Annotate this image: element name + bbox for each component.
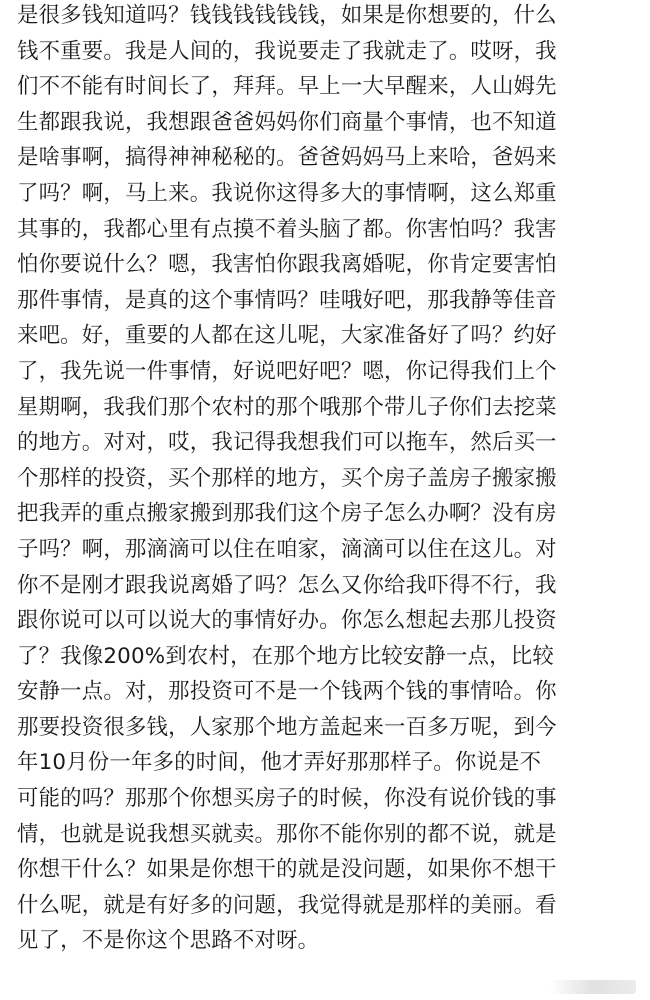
text-line-10: 来吧。好，重要的人都在这儿呢，大家准备好了吗？约好 (17, 323, 557, 349)
text-line-21: 那要投资很多钱，人家那个地方盖起来一百多万呢，到今 (17, 714, 557, 740)
text-line-13: 的地方。对对，哎，我记得我想我们可以拖车，然后买一 (17, 430, 557, 456)
text-line-11: 了，我先说一件事情，好说吧好吧？嗯，你记得我们上个 (17, 358, 557, 384)
text-line-17: 你不是刚才跟我说离婚了吗？怎么又你给我吓得不行，我 (17, 572, 557, 598)
text-line-14: 个那样的投资，买个那样的地方，买个房子盖房子搬家搬 (17, 465, 557, 491)
text-line-16: 子吗？啊，那滴滴可以住在咱家，滴滴可以住在这儿。对 (17, 536, 557, 562)
text-line-2: 钱不重要。我是人间的，我说要走了我就走了。哎呀，我 (17, 38, 557, 64)
text-line-15: 把我弄的重点搬家搬到那我们这个房子怎么办啊？没有房 (17, 501, 557, 527)
text-line-3: 们不不能有时间长了，拜拜。早上一大早醒来，人山姆先 (17, 74, 557, 100)
text-line-7: 其事的，我都心里有点摸不着头脑了都。你害怕吗？我害 (17, 216, 557, 242)
text-line-18: 跟你说可以可以说大的事情好办。你怎么想起去那儿投资 (17, 608, 557, 634)
text-line-24: 情，也就是说我想买就卖。那你不能你别的都不说，就是 (17, 821, 557, 847)
text-line-12: 星期啊，我我们那个农村的那个哦那个带儿子你们去挖菜 (17, 394, 557, 420)
text-line-23: 可能的吗？那那个你想买房子的时候，你没有说价钱的事 (17, 786, 557, 812)
text-line-4: 生都跟我说，我想跟爸爸妈妈你们商量个事情，也不知道 (17, 109, 557, 135)
text-line-26: 什么呢，就是有好多的问题，我觉得就是那样的美丽。看 (17, 892, 557, 918)
blurred-watermark (550, 980, 636, 994)
text-line-25: 你想干什么？如果是你想干的就是没问题，如果你不想干 (17, 857, 557, 883)
text-line-5: 是啥事啊，搞得神神秘秘的。爸爸妈妈马上来哈，爸妈来 (17, 145, 557, 171)
text-line-20: 安静一点。对，那投资可不是一个钱两个钱的事情哈。你 (17, 679, 557, 705)
text-line-19: 了？我像200%到农村，在那个地方比较安静一点，比较 (17, 643, 554, 669)
text-line-22: 年10月份一年多的时间，他才弄好那那样子。你说是不 (17, 750, 542, 776)
text-line-1: 是很多钱知道吗？钱钱钱钱钱钱，如果是你想要的，什么 (17, 3, 557, 28)
text-line-6: 了吗？啊，马上来。我说你这得多大的事情啊，这么郑重 (17, 180, 557, 206)
text-line-8: 怕你要说什么？嗯，我害怕你跟我离婚呢，你肯定要害怕 (17, 252, 557, 278)
text-line-27: 见了，不是你这个思路不对呀。 (17, 928, 320, 954)
text-line-9: 那件事情，是真的这个事情吗？哇哦好吧，那我静等佳音 (17, 287, 557, 313)
